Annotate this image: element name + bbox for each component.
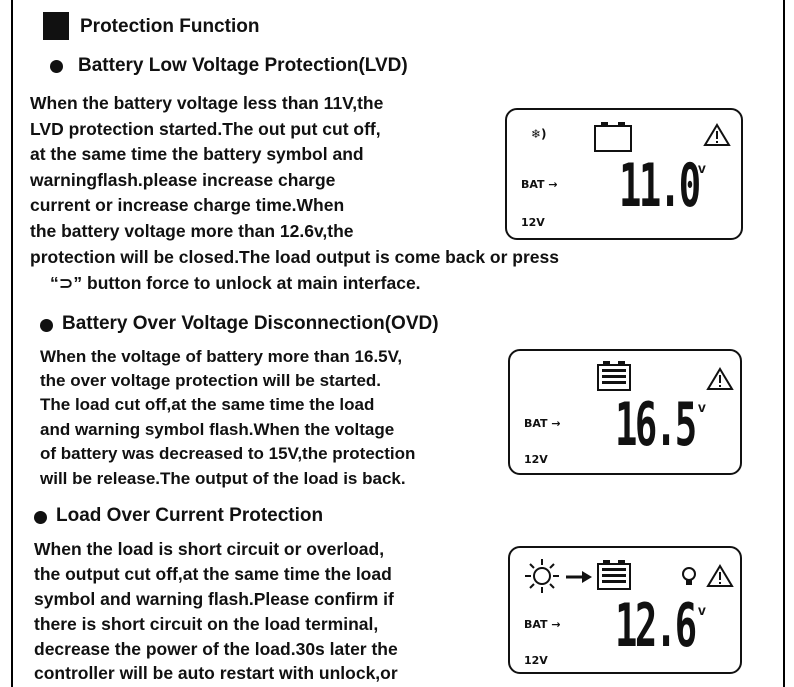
system-voltage: 12V [524,654,548,667]
sun-icon [522,558,562,594]
oc-line-5: decrease the power of the load.30s later the [34,639,398,659]
flash-icon: ❄) [531,127,547,141]
lvd-line-6: the battery voltage more than 12.6v,the [30,221,354,241]
left-border [11,0,13,687]
lvd-line-4: warningflash.please increase charge [30,170,336,190]
voltage-unit: v [698,399,706,415]
battery-empty-icon [593,120,635,154]
ovd-line-1: When the voltage of battery more than 16.5V, [40,347,403,366]
ovd-line-2: the over voltage protection will be started. [40,371,382,390]
system-voltage: 12V [524,453,548,466]
oc-line-2: the output cut off,at the same time the load [34,564,392,584]
section-title-overcurrent: Load Over Current Protection [56,505,324,526]
voltage-unit: v [698,160,706,176]
lvd-line-8: “⊃” button force to unlock at main interface. [50,273,421,293]
warning-icon [706,367,734,391]
bat-label: BAT → [521,178,558,191]
section-title-ovd: Battery Over Voltage Disconnection(OVD) [62,313,439,334]
arrow-right-icon [566,570,592,584]
page-title: Protection Function [80,16,260,37]
heading-square-icon [43,12,69,40]
voltage-value: 16.5 [615,390,695,460]
warning-icon [703,123,731,147]
oc-line-1: When the load is short circuit or overload, [34,539,385,559]
lvd-line-3: at the same time the battery symbol and [30,144,364,164]
ovd-line-6: will be release.The output of the load is back. [40,469,406,488]
lvd-line-2: LVD protection started.The out put cut off, [30,119,381,139]
section-title-lvd: Battery Low Voltage Protection(LVD) [78,55,408,76]
bullet-icon [34,511,47,524]
battery-full-icon [596,558,634,592]
right-border [783,0,785,687]
oc-line-4: there is short circuit on the load terminal, [34,614,379,634]
lcd-display-lvd [505,108,743,240]
lcd-display-ovd [508,349,742,475]
warning-icon [706,564,734,588]
oc-line-3: symbol and warning flash.Please confirm if [34,589,394,609]
battery-full-icon [596,359,634,393]
bulb-icon [680,566,698,588]
lvd-line-5: current or increase charge time.When [30,195,345,215]
lvd-line-7: protection will be closed.The load output is come back or press [30,247,559,267]
system-voltage: 12V [521,216,545,229]
voltage-value: 12.6 [615,591,695,661]
bullet-icon [40,319,53,332]
lcd-display-overcurrent [508,546,742,674]
voltage-unit: v [698,602,706,618]
ovd-line-3: The load cut off,at the same time the load [40,395,375,414]
bat-label: BAT → [524,618,561,631]
oc-line-6: controller will be auto restart with unlock,or [34,663,398,683]
bat-label: BAT → [524,417,561,430]
voltage-value: 11.0 [619,151,699,221]
ovd-line-4: and warning symbol flash.When the voltage [40,420,395,439]
ovd-line-5: of battery was decreased to 15V,the protection [40,444,416,463]
bullet-icon [50,60,63,73]
lvd-line-1: When the battery voltage less than 11V,the [30,93,384,113]
